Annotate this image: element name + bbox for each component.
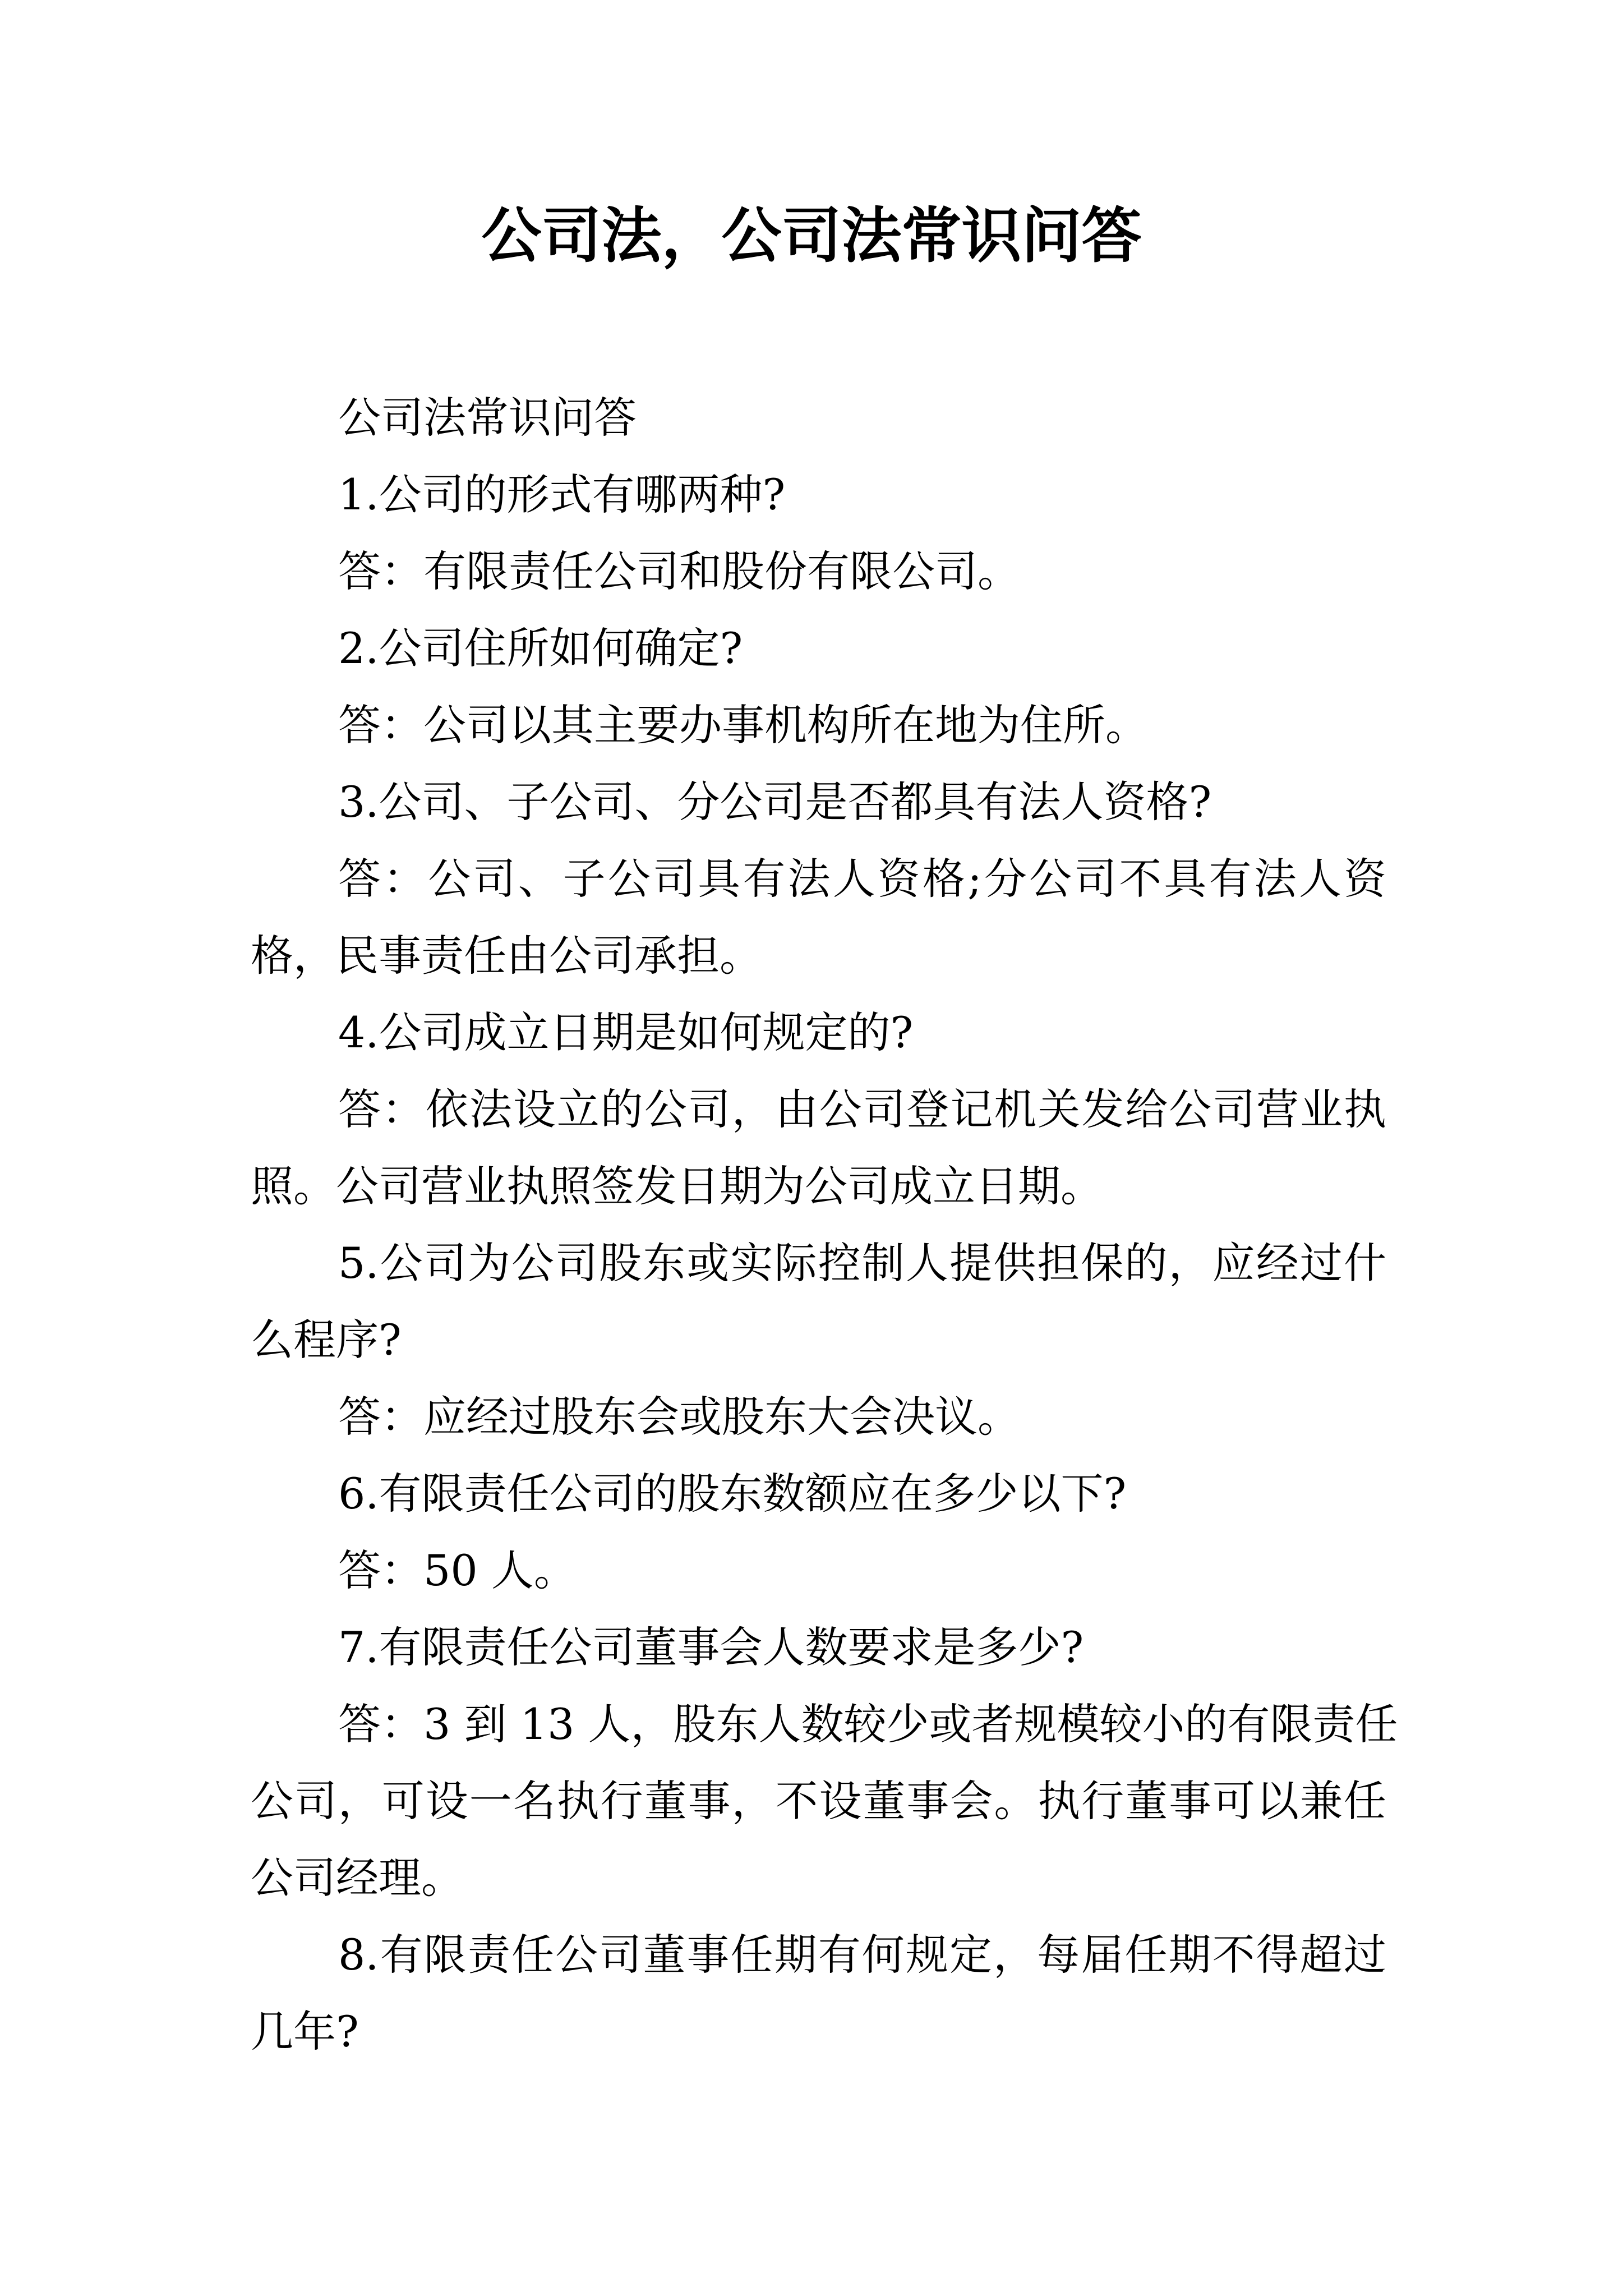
text-line: 答：50 人。 bbox=[338, 1545, 577, 1595]
document-body bbox=[251, 379, 1398, 2070]
text-line: 7.有限责任公司董事会人数要求是多少? bbox=[338, 1622, 1084, 1672]
text-line: 答：3 到 13 人，股东人数较少或者规模较小的有限责任 bbox=[338, 1699, 1398, 1749]
text-line: 2.公司住所如何确定? bbox=[338, 623, 743, 673]
text-line: 6.有限责任公司的股东数额应在多少以下? bbox=[338, 1469, 1127, 1519]
text-line: 公司，可设一名执行董事，不设董事会。执行董事可以兼任 bbox=[251, 1776, 1386, 1826]
text-line: 公司经理。 bbox=[251, 1853, 464, 1903]
answer-4 bbox=[251, 1071, 1386, 1225]
question-1 bbox=[251, 456, 1386, 533]
text-line: 答：公司以其主要办事机构所在地为住所。 bbox=[338, 700, 1148, 750]
text-line: 4.公司成立日期是如何规定的? bbox=[338, 1007, 914, 1057]
answer-1 bbox=[251, 533, 1386, 610]
question-6 bbox=[251, 1455, 1386, 1532]
answer-3 bbox=[251, 840, 1386, 994]
text-line: 答：公司、子公司具有法人资格;分公司不具有法人资 bbox=[338, 854, 1386, 904]
answer-2 bbox=[251, 687, 1386, 763]
text-line: 3.公司、子公司、分公司是否都具有法人资格? bbox=[338, 777, 1212, 827]
text-line: 5.公司为公司股东或实际控制人提供担保的，应经过什 bbox=[338, 1238, 1386, 1288]
text-line: 格，民事责任由公司承担。 bbox=[251, 931, 762, 981]
answer-6 bbox=[251, 1532, 1386, 1609]
text-line: 么程序? bbox=[251, 1315, 402, 1365]
answer-5 bbox=[251, 1378, 1386, 1455]
text-line: 答：有限责任公司和股份有限公司。 bbox=[338, 546, 1020, 596]
question-7 bbox=[251, 1609, 1386, 1686]
text-line: 答：依法设立的公司，由公司登记机关发给公司营业执 bbox=[338, 1084, 1386, 1134]
answer-7 bbox=[251, 1686, 1398, 1916]
question-4 bbox=[251, 994, 1386, 1071]
question-8 bbox=[251, 1916, 1386, 2070]
text-line: 照。公司营业执照签发日期为公司成立日期。 bbox=[251, 1161, 1103, 1211]
section-heading bbox=[251, 379, 1386, 456]
text-line: 几年? bbox=[251, 2007, 359, 2056]
question-5 bbox=[251, 1225, 1386, 1378]
text-line: 8.有限责任公司董事任期有何规定，每届任期不得超过 bbox=[338, 1930, 1386, 1980]
text-line: 答：应经过股东会或股东大会决议。 bbox=[338, 1392, 1020, 1442]
document-title: 公司法，公司法常识问答 bbox=[481, 201, 1142, 271]
text-line: 1.公司的形式有哪两种? bbox=[338, 470, 786, 519]
question-2 bbox=[251, 610, 1386, 687]
question-3 bbox=[251, 763, 1386, 840]
text-line: 公司法常识问答 bbox=[338, 393, 637, 443]
